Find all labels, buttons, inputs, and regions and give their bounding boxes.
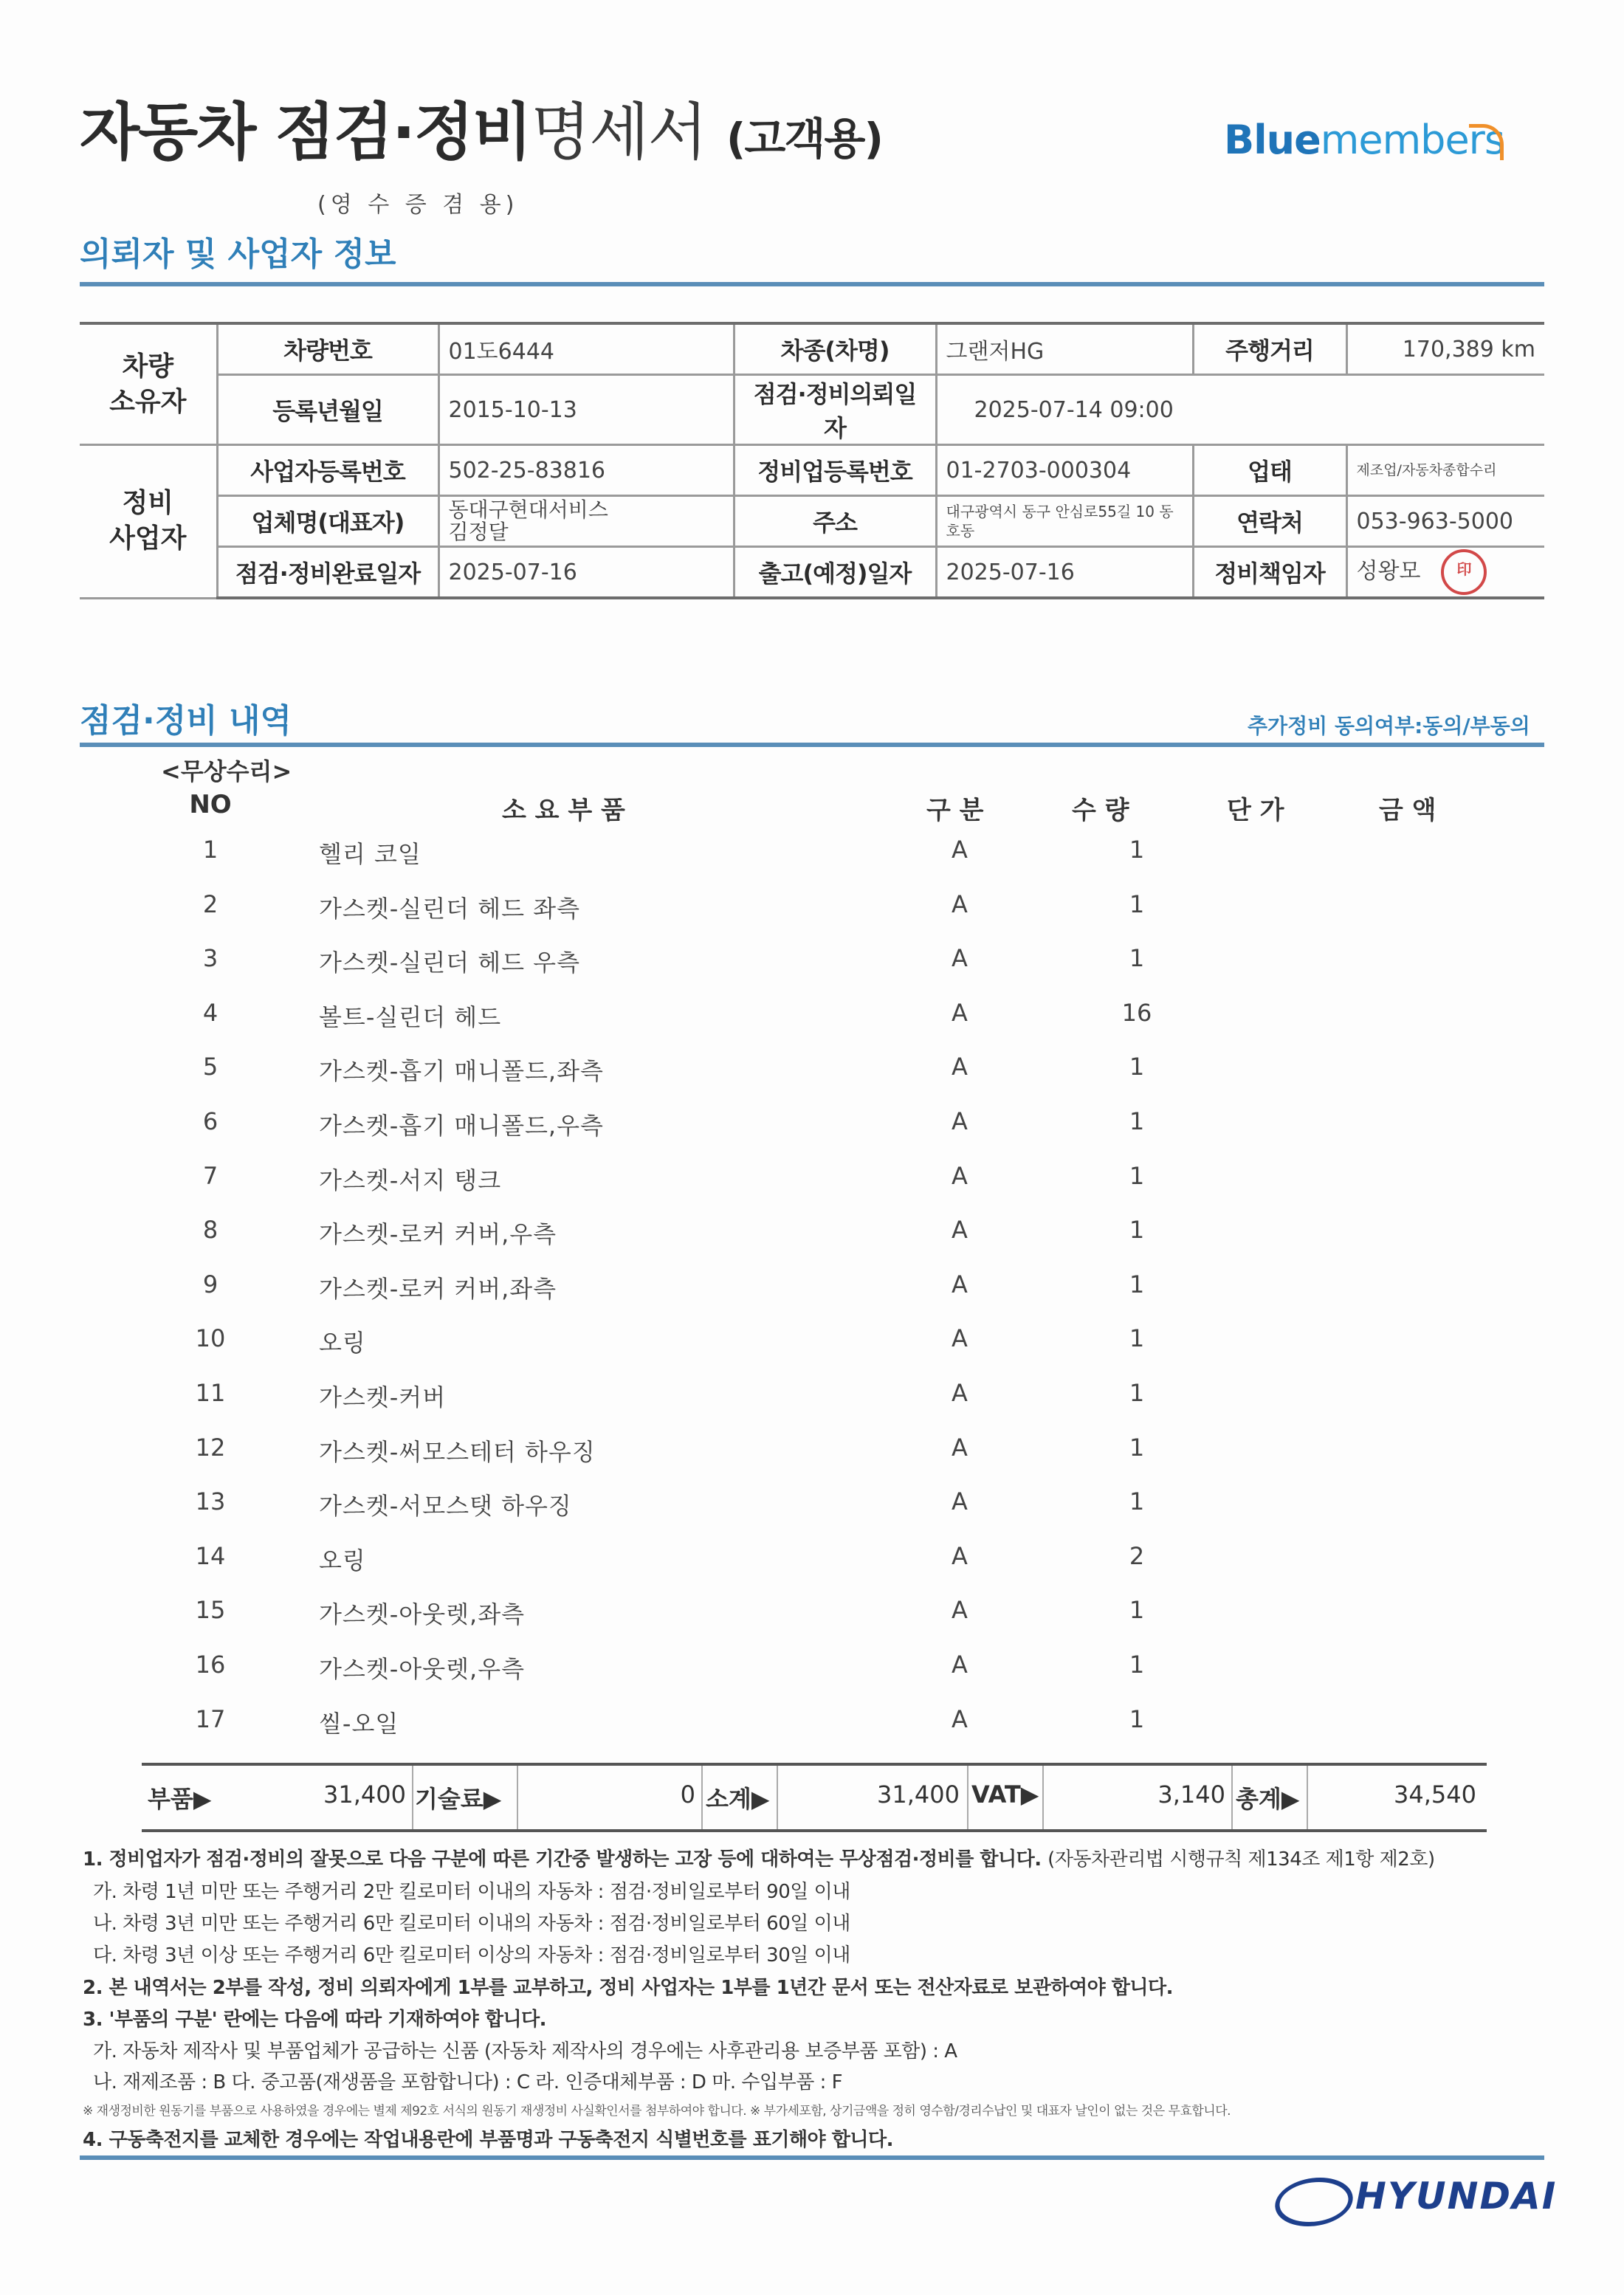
note-4: 4. 구동축전지를 교체한 경우에는 작업내용란에 부품명과 구동축전지 식별번호를 표기해야 합니다. [83,2129,893,2151]
item-part: 가스켓-서지 탱크 [319,1166,502,1194]
seal-stamp-icon: 印 [1441,549,1487,595]
col-price: 단 가 [1227,796,1284,825]
free-repair-label: <무상수리> [161,757,292,785]
company-rep: 김정달 [448,520,509,544]
labor-label: 기술료▶ [415,1785,502,1813]
item-no: 17 [195,1705,226,1733]
item-class: A [952,1434,968,1462]
item-part: 가스켓-실린더 헤드 좌측 [319,895,581,923]
item-no: 13 [195,1487,226,1515]
receipt-note: (영 수 증 겸 용) [317,192,519,218]
bluemembers-logo [1224,117,1504,163]
item-class: A [952,1651,968,1679]
note-3b: 나. 재제조품 : B 다. 중고품(재생품을 포함합니다) : C 라. 인증대체부품 : D 마. 수입부품 : F [93,2071,843,2093]
biz-no-value: 502-25-83816 [438,445,734,496]
item-no: 15 [195,1596,226,1624]
item-part: 가스켓-로커 커버,우측 [319,1220,557,1248]
address-value: 대구광역시 동구 안심로55길 10 동호동 [936,496,1193,547]
totals-sep [777,1766,778,1829]
item-qty: 16 [1121,999,1152,1027]
model-label: 차종(차명) [734,323,936,375]
item-qty: 1 [1129,890,1145,918]
item-class: A [952,1107,968,1135]
item-class: A [952,1596,968,1624]
item-no: 11 [195,1379,226,1407]
item-class: A [952,944,968,972]
item-no: 4 [202,999,219,1027]
request-date-value: 2025-07-14 09:00 [936,375,1544,445]
item-no: 2 [202,890,219,918]
item-qty: 1 [1129,944,1145,972]
totals-sep [1042,1766,1044,1829]
company-name: 동대구현대서비스 [448,498,608,522]
biz-type-value: 제조업/자동차종합수리 [1346,445,1544,496]
company-label: 업체명(대표자) [217,496,438,547]
contact-label: 연락처 [1193,496,1346,547]
owner-group-label: 차량 소유자 [80,323,217,445]
section-title-details: 점검·정비 내역 [80,702,292,740]
item-no: 9 [202,1270,219,1298]
item-class: A [952,1162,968,1190]
repair-reg-value: 01-2703-000304 [936,445,1193,496]
manager-name: 성왕모 [1356,558,1421,585]
totals-sep [1231,1766,1233,1829]
item-no: 14 [195,1542,226,1570]
company-value [438,496,734,547]
note-1b: 나. 차령 3년 미만 또는 주행거리 6만 킬로미터 이내의 자동차 : 점검·정비일로부터 60일 이내 [93,1913,850,1935]
item-class: A [952,1542,968,1570]
item-no: 16 [195,1651,226,1679]
vehicle-no-label: 차량번호 [217,323,438,375]
model-value: 그랜저HG [936,323,1193,375]
item-no: 7 [202,1162,219,1190]
manager-label: 정비책임자 [1193,547,1346,599]
item-part: 오링 [319,1546,366,1575]
brand-members: members [1320,117,1505,163]
item-qty: 1 [1129,1270,1145,1298]
item-part: 가스켓-아웃렛,좌측 [319,1600,526,1628]
manager-value [1346,547,1544,599]
item-qty: 1 [1129,1053,1145,1081]
grand-total-value: 34,540 [1394,1780,1476,1809]
item-part: 씰-오일 [319,1710,399,1738]
item-qty: 2 [1129,1542,1145,1570]
col-qty: 수 량 [1072,796,1129,825]
totals-sep [701,1766,703,1829]
item-class: A [952,1216,968,1244]
item-no: 6 [202,1107,219,1135]
release-date-label: 출고(예정)일자 [734,547,936,599]
item-part: 가스켓-흡기 매니폴드,좌측 [319,1057,604,1085]
item-part: 가스켓-써모스테터 하우징 [319,1438,596,1466]
note-1c: 다. 차령 3년 이상 또는 주행거리 6만 킬로미터 이상의 자동차 : 점검·정비일로부터 30일 이내 [93,1944,850,1967]
info-table [80,322,1544,599]
vehicle-no-value: 01도6444 [438,323,734,375]
item-no: 5 [202,1053,219,1081]
totals-sep [1307,1766,1308,1829]
item-class: A [952,1270,968,1298]
note-1: 1. 정비업자가 점검·정비의 잘못으로 다음 구분에 따른 기간중 발생하는 고장 등에 대하여는 무상점검·정비를 합니다. (자동차관리법 시행규칙 제134조 제1항 제2호) [83,1848,1435,1871]
item-class: A [952,890,968,918]
item-class: A [952,1324,968,1352]
item-part: 가스켓-서모스탯 하우징 [319,1492,572,1520]
item-part: 가스켓-아웃렛,우측 [319,1655,526,1683]
totals-sep [967,1766,968,1829]
item-class: A [952,1705,968,1733]
complete-date-label: 점검·정비완료일자 [217,547,438,599]
section-divider [80,282,1544,286]
contact-value: 053-963-5000 [1346,496,1544,547]
vat-value: 3,140 [1157,1780,1225,1809]
complete-date-value: 2025-07-16 [438,547,734,599]
section-title-parties: 의뢰자 및 사업자 정보 [80,235,396,273]
item-no: 8 [202,1216,219,1244]
item-part: 가스켓-커버 [319,1383,447,1411]
mileage-label: 주행거리 [1193,323,1346,375]
hyundai-logo: HYUNDAI [1355,2175,1558,2217]
item-qty: 1 [1129,836,1145,864]
reg-date-value: 2015-10-13 [438,375,734,445]
item-qty: 1 [1129,1651,1145,1679]
item-class: A [952,999,968,1027]
item-no: 1 [202,836,219,864]
item-part: 오링 [319,1329,366,1357]
note-2: 2. 본 내역서는 2부를 작성, 정비 의뢰자에게 1부를 교부하고, 정비 사업자는 1부를 1년간 문서 또는 전산자료로 보관하여야 합니다. [83,1977,1174,1999]
item-class: A [952,1053,968,1081]
item-part: 헬리 코일 [319,840,422,868]
hyundai-emblem-icon [1270,2178,1358,2226]
item-qty: 1 [1129,1596,1145,1624]
totals-sep [412,1766,413,1829]
labor-value: 0 [680,1780,695,1809]
repair-reg-label: 정비업등록번호 [734,445,936,496]
col-class: 구 분 [926,796,984,825]
vat-label: VAT▶ [971,1780,1039,1809]
footer-rule [80,2155,1544,2160]
title-light: 명세서 [531,96,706,168]
item-qty: 1 [1129,1487,1145,1515]
request-date-label: 점검·정비의뢰일자 [734,375,936,445]
item-qty: 1 [1129,1162,1145,1190]
item-no: 10 [195,1324,226,1352]
note-3c: ※ 재생정비한 원동기를 부품으로 사용하였을 경우에는 별제 제92호 서식의 원동기 재생정비 사실확인서를 첨부하여야 합니다. ※ 부가세포함, 상기금액을 정히 영수함/경리수납인 및 대표자 날인이 없는 것은 무효합니다. [83,2104,1231,2119]
item-class: A [952,1487,968,1515]
item-qty: 1 [1129,1705,1145,1733]
item-qty: 1 [1129,1379,1145,1407]
totals-bottom-rule [142,1829,1487,1832]
consent-status: 추가정비 동의여부:동의/부동의 [1248,714,1530,738]
subtotal-label: 소계▶ [706,1785,770,1813]
address-label: 주소 [734,496,936,547]
col-no: NO [189,790,232,819]
title-sub: (고객용) [726,114,882,164]
item-no: 3 [202,944,219,972]
parts-total-label: 부품▶ [148,1785,212,1813]
item-no: 12 [195,1434,226,1462]
totals-sep [517,1766,518,1829]
biz-type-label: 업태 [1193,445,1346,496]
reg-date-label: 등록년월일 [217,375,438,445]
title-bold: 자동차 점검·정비 [80,96,531,168]
note-3a: 가. 자동차 제작사 및 부품업체가 공급하는 신품 (자동차 제작사의 경우에는 사후관리용 보증부품 포함) : A [93,2040,957,2062]
col-part: 소 요 부 품 [502,796,625,825]
item-part: 가스켓-로커 커버,좌측 [319,1275,557,1303]
section-divider-2 [80,743,1544,747]
item-qty: 1 [1129,1107,1145,1135]
document-title [80,83,882,172]
parts-total-value: 31,400 [323,1780,406,1809]
item-qty: 1 [1129,1434,1145,1462]
item-part: 볼트-실린더 헤드 [319,1003,502,1031]
mileage-value: 170,389 km [1346,323,1544,375]
item-part: 가스켓-실린더 헤드 우측 [319,949,581,977]
subtotal-value: 31,400 [877,1780,960,1809]
item-qty: 1 [1129,1216,1145,1244]
brand-blue: Blue [1224,117,1321,163]
release-date-value: 2025-07-16 [936,547,1193,599]
totals-top-rule [142,1763,1487,1766]
item-qty: 1 [1129,1324,1145,1352]
grand-total-label: 총계▶ [1236,1785,1300,1813]
repair-group-label: 정비 사업자 [80,445,217,599]
note-3: 3. '부품의 구분' 란에는 다음에 따라 기재하여야 합니다. [83,2009,547,2031]
item-class: A [952,836,968,864]
item-class: A [952,1379,968,1407]
biz-no-label: 사업자등록번호 [217,445,438,496]
note-1a: 가. 차령 1년 미만 또는 주행거리 2만 킬로미터 이내의 자동차 : 점검·정비일로부터 90일 이내 [93,1881,850,1903]
col-amount: 금 액 [1379,796,1437,825]
item-part: 가스켓-흡기 매니폴드,우측 [319,1112,604,1140]
